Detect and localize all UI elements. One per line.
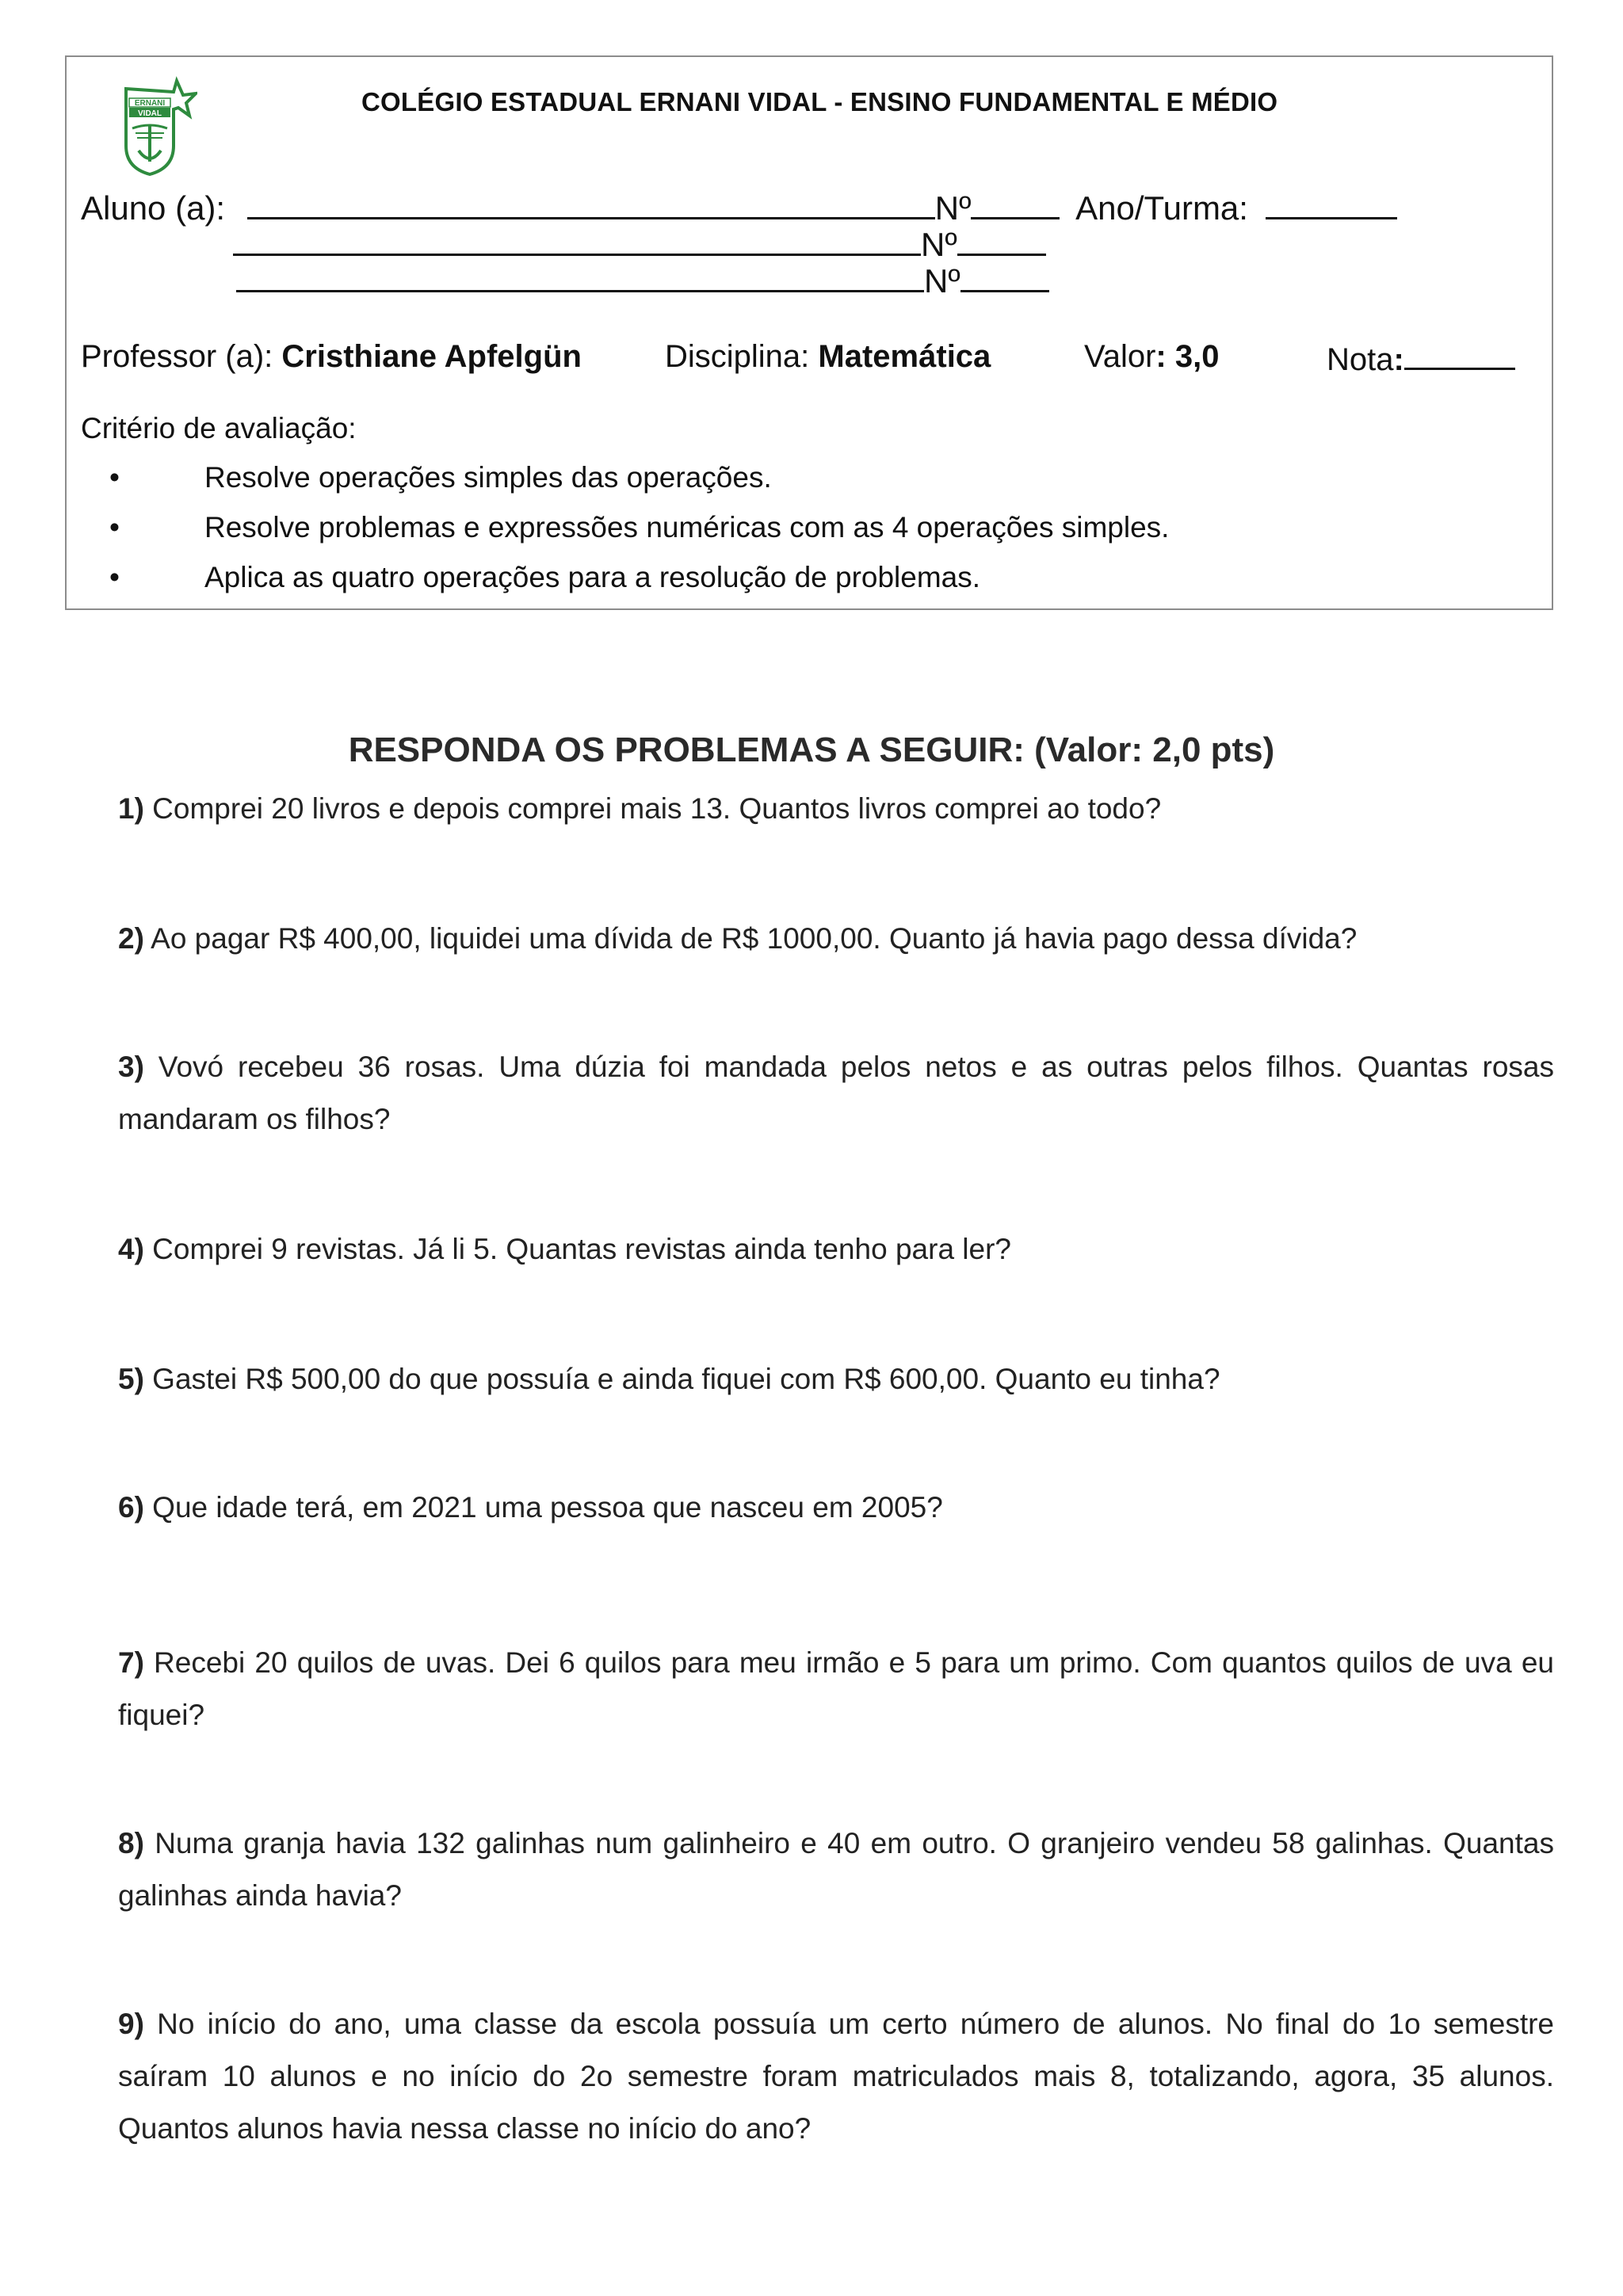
student-row-3 (236, 261, 1049, 300)
question-text: No início do ano, uma classe da escola possuía um certo número de alunos. No final do 1o semestre saíram 10 alunos e no início do 2o semestre foram matriculados mais 8, totalizando, agora, 35 alunos. Quantos alunos havia nessa classe no início do ano? (118, 2008, 1554, 2145)
subject-label: Disciplina: (665, 339, 810, 374)
student-name-blank-2[interactable] (233, 225, 921, 256)
bullet: • (109, 511, 120, 543)
question-text: Gastei R$ 500,00 do que possuía e ainda fiquei com R$ 600,00. Quanto eu tinha? (143, 1363, 1220, 1395)
question-9 (118, 1998, 1554, 2155)
criteria-text: Resolve problemas e expressões numéricas com as 4 operações simples. (204, 511, 1170, 543)
question-3 (118, 1041, 1554, 1146)
student-name-blank-3[interactable] (236, 261, 924, 292)
question-text: Recebi 20 quilos de uvas. Dei 6 quilos para meu irmão e 5 para um primo. Com quantos quilos de uva eu fiquei? (118, 1646, 1554, 1731)
question-text: Ao pagar R$ 400,00, liquidei uma dívida de R$ 1000,00. Quanto já havia pago dessa dívida? (143, 922, 1358, 955)
question-1 (118, 783, 1554, 835)
question-number: 9) (118, 2008, 144, 2040)
student-row-2 (233, 225, 1046, 264)
grade-blank[interactable] (1404, 339, 1515, 370)
logo-text-top: ERNANI (134, 99, 166, 108)
student-row-1 (81, 189, 1397, 227)
question-text: Numa granja havia 132 galinhas num galinheiro e 40 em outro. O granjeiro vendeu 58 galinhas. Quantas galinhas ainda havia? (118, 1827, 1554, 1912)
criteria-item (109, 511, 1169, 544)
professor-label: Professor (a): (81, 339, 273, 374)
school-name: COLÉGIO ESTADUAL ERNANI VIDAL - ENSINO FUNDAMENTAL E MÉDIO (361, 87, 1278, 116)
bullet: • (109, 461, 120, 494)
question-4 (118, 1223, 1554, 1276)
student-name-blank-1[interactable] (247, 189, 935, 219)
criteria-item (109, 561, 980, 594)
question-6 (118, 1482, 1554, 1534)
question-5 (118, 1353, 1554, 1405)
question-text: Comprei 9 revistas. Já li 5. Quantas revistas ainda tenho para ler? (143, 1233, 1012, 1265)
number-label-2: Nº (921, 226, 957, 263)
criteria-item (109, 461, 772, 494)
question-number: 7) (118, 1646, 144, 1679)
criteria-title: Critério de avaliação: (81, 412, 357, 444)
number-label-3: Nº (924, 262, 960, 299)
class-label: Ano/Turma: (1075, 189, 1248, 227)
logo-text-bottom: VIDAL (138, 109, 162, 118)
question-number: 1) (118, 792, 144, 825)
number-blank-3[interactable] (960, 261, 1049, 292)
criteria-text: Resolve operações simples das operações. (204, 461, 772, 494)
question-text: Vovó recebeu 36 rosas. Uma dúzia foi mandada pelos netos e as outras pelos filhos. Quantas rosas mandaram os filhos? (118, 1051, 1554, 1135)
number-blank-2[interactable] (957, 225, 1046, 256)
school-logo-icon (118, 74, 197, 177)
question-8 (118, 1817, 1554, 1922)
header-box (65, 55, 1553, 610)
question-number: 8) (118, 1827, 144, 1859)
question-number: 4) (118, 1233, 144, 1265)
main-heading: RESPONDA OS PROBLEMAS A SEGUIR: (Valor: 2,0 pts) (348, 730, 1275, 769)
question-number: 6) (118, 1491, 144, 1524)
subject-name: Matemática (818, 339, 991, 374)
number-blank-1[interactable] (971, 189, 1060, 219)
grade-label: Nota (1327, 342, 1394, 377)
value-field (1084, 339, 1219, 375)
criteria-text: Aplica as quatro operações para a resolução de problemas. (204, 561, 981, 593)
professor-name: Cristhiane Apfelgün (281, 339, 582, 374)
question-7 (118, 1637, 1554, 1741)
class-blank[interactable] (1266, 189, 1397, 219)
number-label-1: Nº (934, 189, 972, 227)
student-label: Aluno (a): (81, 189, 226, 227)
question-number: 5) (118, 1363, 144, 1395)
question-number: 2) (118, 922, 144, 955)
bullet: • (109, 561, 120, 593)
question-2 (118, 913, 1554, 965)
subject-field (665, 339, 991, 375)
grade-colon: : (1393, 342, 1404, 377)
question-number: 3) (118, 1051, 144, 1083)
question-text: Que idade terá, em 2021 uma pessoa que nasceu em 2005? (143, 1491, 943, 1524)
professor-field (81, 339, 582, 375)
value-amount: : 3,0 (1155, 339, 1220, 374)
value-label: Valor (1084, 339, 1156, 374)
grade-field (1327, 339, 1515, 378)
question-text: Comprei 20 livros e depois comprei mais 13. Quantos livros comprei ao todo? (143, 792, 1162, 825)
